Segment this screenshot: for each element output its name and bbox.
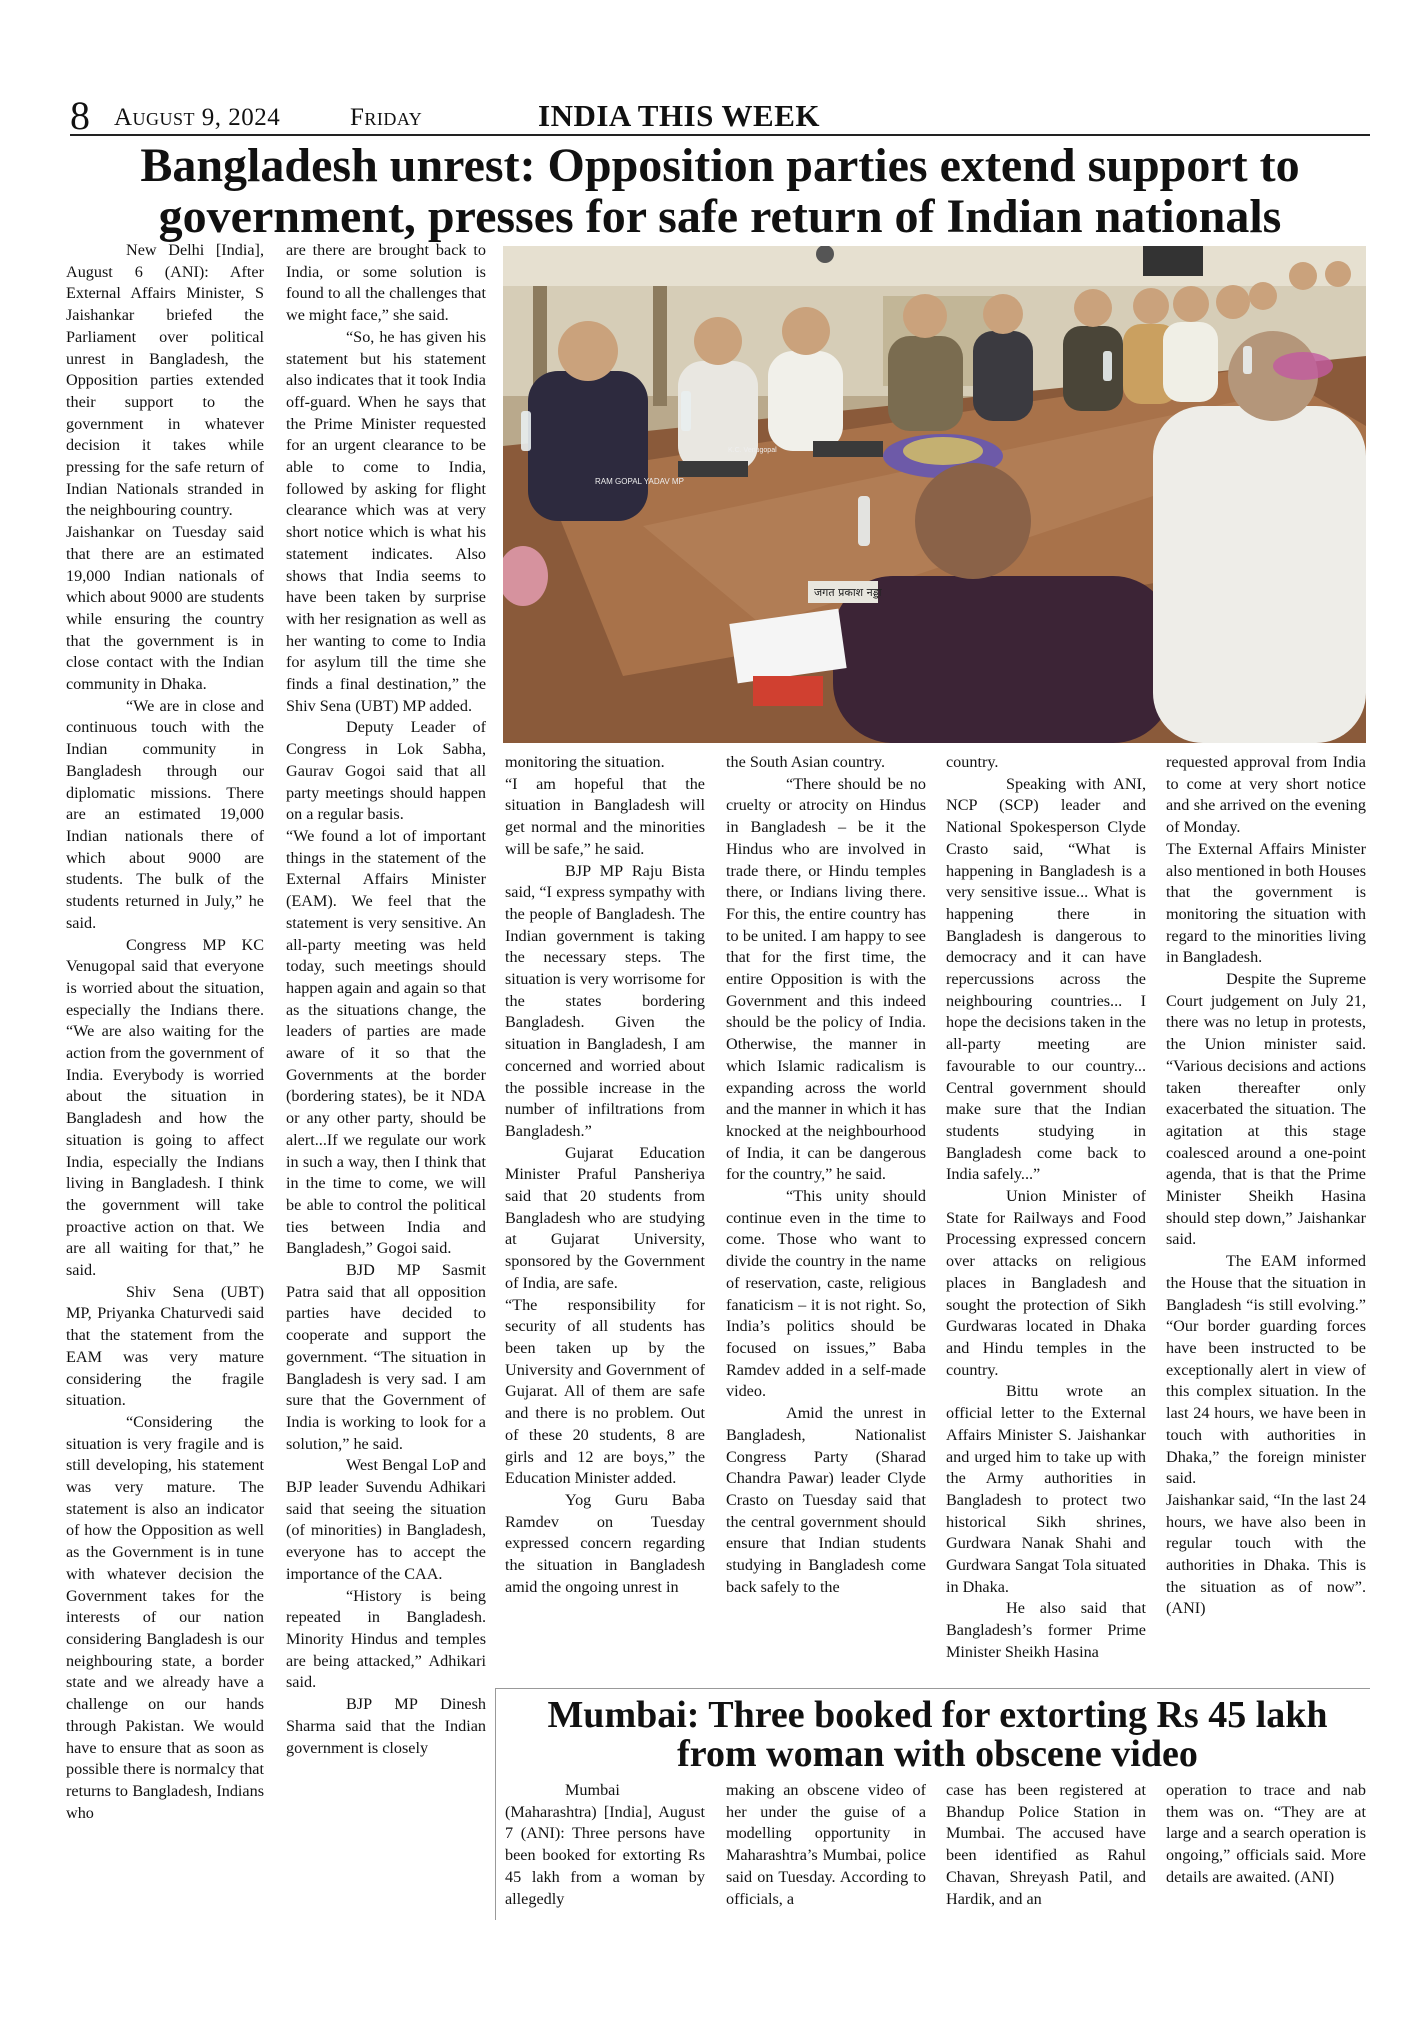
paragraph: Jaishankar on Tuesday said that there are an estimated 19,000 Indian nationals of which about 9000 are students while ensuring the country that the government is in close contact with the Indian community in Dhaka.: [66, 523, 264, 694]
paragraph: West Bengal LoP and BJP leader Suvendu Adhikari said that seeing the situation (of minorities) in Bangladesh, everyone has to accept the importance of the CAA.: [286, 1456, 486, 1583]
paragraph: Jaishankar said, “In the last 24 hours, we have also been in regular touch with the authorities in Dhaka. This is the situation as of now”. (ANI): [1166, 1490, 1366, 1618]
paragraph: Despite the Supreme Court judgement on July 21, there was no letup in protests, the Union minister said. “Various decisions and actions taken thereafter only exacerbated the situation. The agitation at this stage coalesced around a one-point agenda, that is that the Prime Minister Sheikh Hasina should step down,” Jaishankar said.: [1166, 970, 1366, 1249]
placard-nadda: जगत प्रकाश नड्डा: [814, 586, 882, 599]
article-headline: Bangladesh unrest: Opposition parties extend support to government, presses for safe return of Indian nationals: [140, 139, 1300, 243]
article-column-2: [286, 240, 486, 1910]
paragraph: Speaking with ANI, NCP (SCP) leader and National Spokesperson Clyde Crasto said, “What is happening in Bangladesh is a very sensitive issue... What is happening there in Bangladesh is dangerous to democracy and it can have repercussions across the neighbouring countries... I hope the decisions taken in the all-party meeting are favourable to our country... Central government should make sure that the Indian students studying in Bangladesh come back to India safely...”: [946, 774, 1146, 1184]
second-article-column-2: [726, 1780, 926, 1915]
paragraph: “The responsibility for security of all students has been taken up by the University and Government of Gujarat. All of them are safe and there is no problem. Out of these 20 students, 8 are girls and 12 are boys,” the Education Minister added.: [505, 1295, 705, 1488]
second-article-column-4: [1166, 1780, 1366, 1915]
article-column-1: [66, 240, 264, 1910]
paragraph: Yog Guru Baba Ramdev on Tuesday expressed concern regarding the situation in Bangladesh amid the ongoing unrest in: [505, 1490, 705, 1596]
paragraph: Bittu wrote an official letter to the External Affairs Minister S. Jaishankar and urged him to take up with the Army authorities in Bangladesh to protect two historical Sikh shrines, Gurdwara Nanak Shahi and Gurdwara Sangat Tola situated in Dhaka.: [946, 1382, 1146, 1596]
paragraph: are there are brought back to India, or some solution is found to all the challenges that we might face,” she said.: [286, 241, 486, 325]
paragraph: Mumbai (Maharashtra) [India], August 7 (ANI): Three persons have been booked for extorting Rs 45 lakh from a woman by allegedly: [505, 1781, 705, 1908]
paragraph: Union Minister of State for Railways and Food Processing expressed concern over attacks on religious places in Bangladesh and sought the protection of Sikh Gurdwaras located in Dhaka and Hindu temples in the country.: [946, 1187, 1146, 1379]
placard-ram-gopal: RAM GOPAL YADAV MP: [595, 477, 684, 486]
paragraph: the South Asian country.: [726, 753, 886, 771]
paragraph: “History is being repeated in Bangladesh. Minority Hindus and temples are being attacked,” Adhikari said.: [286, 1586, 486, 1692]
paragraph: monitoring the situation.: [505, 753, 665, 771]
paragraph: New Delhi [India], August 6 (ANI): After External Affairs Minister, S Jaishankar briefed the Parliament over political unrest in Bangladesh, the Opposition parties extended their support to the government in whatever decision it takes while pressing for the safe return of Indian Nationals stranded in the neighbouring country.: [66, 241, 264, 520]
paragraph: Congress MP KC Venugopal said that everyone is worried about the situation, especially the Indians there. “We are also waiting for the action from the government of India. Everybody is worried about the situation in Bangladesh and how the situation is going to affect India, especially the Indians living in Bangladesh. I think the government will take proactive action on that. We are all waiting for that,” he said.: [66, 935, 264, 1280]
article-column-5: [946, 752, 1146, 1682]
paragraph: “We are in close and continuous touch with the Indian community in Bangladesh through our diplomatic missions. There are an estimated 19,000 Indian nationals there of which about 9000 are students. The bulk of the students returned in July,” he said.: [66, 696, 264, 932]
paragraph: “So, he has given his statement but his statement also indicates that it took India off-guard. When he says that the Prime Minister requested for an urgent clearance to be able to come to India, followed by asking for flight clearance which was at very short notice which is what his statement indicates. Also shows that India seems to have been taken by surprise with her resignation as well as her wanting to come to India for asylum till the time she finds a final destination,” the Shiv Sena (UBT) MP added.: [286, 327, 486, 715]
paper-name: INDIA THIS WEEK: [538, 98, 821, 133]
paragraph: requested approval from India to come at very short notice and she arrived on the evening of Monday.: [1166, 753, 1366, 837]
second-article-headline: Mumbai: Three booked for extorting Rs 45 lakh from woman with obscene video: [547, 1694, 1328, 1775]
paragraph: BJP MP Raju Bista said, “I express sympathy with the people of Bangladesh. The Indian government is taking the necessary steps. The situation is very worrisome for the states bordering Bangladesh. Given the situation in Bangladesh, I am concerned and worried about the possible increase in the number of infiltrations from Bangladesh.”: [505, 861, 705, 1140]
paragraph: Gujarat Education Minister Praful Pansheriya said that 20 students from Bangladesh who are studying at Gujarat University, sponsored by the Government of India, are safe.: [505, 1143, 705, 1292]
paragraph: “Considering the situation is very fragile and is still developing, his statement was very mature. The statement is also an indicator of how the Opposition as well as the Government is in tune with whatever decision the Government takes for the interests of our nation considering Bangladesh is our neighbouring state, a border state and we already have a challenge on our hands through Pakistan. We would have to ensure that as soon as possible there is normalcy that returns to Bangladesh, Indians who: [66, 1412, 264, 1822]
paragraph: BJD MP Sasmit Patra said that all opposition parties have decided to cooperate and support the government. “The situation in Bangladesh is very sad. I am sure that the Government of India is working to look for a solution,” he said.: [286, 1261, 486, 1453]
second-article-column-1: [505, 1780, 705, 1915]
section-divider: [495, 1688, 1370, 1689]
paragraph: BJP MP Dinesh Sharma said that the Indian government is closely: [286, 1695, 486, 1757]
paragraph: The External Affairs Minister also mentioned in both Houses that the government is monitoring the situation with regard to the minorities living in Bangladesh.: [1166, 839, 1366, 967]
paragraph: “We found a lot of important things in the statement of the External Affairs Minister (EAM). We feel that the statement is very sensitive. An all-party meeting was held today, such meetings should happen again and again so that as the situations change, the leaders of parties are made aware of it so that the Governments at the border (bordering states), be it NDA or any other party, should be alert...If we regulate our work in such a way, then I think that in the time to come, we will be able to control the political ties between India and Bangladesh,” Gogoi said.: [286, 826, 486, 1258]
paragraph: Shiv Sena (UBT) MP, Priyanka Chaturvedi said that the statement from the EAM was very mature considering the fragile situation.: [66, 1282, 264, 1410]
meeting-photo: [503, 246, 1366, 743]
paragraph: “There should be no cruelty or atrocity on Hindus in Bangladesh – be it the Hindus who are involved in trade there, or Hindu temples there, or Indians living there. For this, the entire country has to be united. I am happy to see that for the first time, the entire Opposition is with the Government and this indeed should be the policy of India. Otherwise, the manner in which Islamic radicalism is expanding across the world and the manner in which it has knocked at the neighbourhood of India, it can be dangerous for the country,” he said.: [726, 774, 926, 1184]
paragraph: Amid the unrest in Bangladesh, Nationalist Congress Party (Sharad Chandra Pawar) leader Clyde Crasto on Tuesday said that the central government should ensure that Indian students studying in Bangladesh come back safely to the: [726, 1404, 926, 1596]
second-article-column-3: [946, 1780, 1146, 1915]
paragraph: making an obscene video of her under the guise of a modelling opportunity in Maharashtra’s Mumbai, police said on Tuesday. According to officials, a: [726, 1781, 926, 1908]
article-column-6: [1166, 752, 1366, 1682]
paragraph: country.: [946, 753, 999, 771]
masthead: [70, 93, 1370, 138]
issue-day: Friday: [350, 104, 423, 131]
paragraph: The EAM informed the House that the situation in Bangladesh “is still evolving.” “Our border guarding forces have been instructed to be exceptionally alert in view of this complex situation. In the last 24 hours, we have been in touch with authorities in Dhaka,” the foreign minister said.: [1166, 1252, 1366, 1488]
paragraph: He also said that Bangladesh’s former Prime Minister Sheikh Hasina: [946, 1599, 1146, 1661]
article-column-4: [726, 752, 926, 1682]
page-number: 8: [70, 93, 90, 138]
paragraph: operation to trace and nab them was on. “They are at large and a search operation is ongoing,” officials said. More details are awaited. (ANI): [1166, 1781, 1366, 1886]
paragraph: “I am hopeful that the situation in Bangladesh will get normal and the minorities will be safe,” he said.: [505, 774, 705, 858]
issue-date: August 9, 2024: [114, 104, 281, 131]
column-divider: [495, 1688, 496, 1920]
placard-venugopal: K.C. Venugopal: [728, 447, 777, 454]
paragraph: “This unity should continue even in the time to come. Those who want to divide the country in the name of reservation, caste, religious fanaticism – it is not right. So, India’s politics should be focused on issues,” Baba Ramdev added in a self-made video.: [726, 1187, 926, 1401]
paragraph: Deputy Leader of Congress in Lok Sabha, Gaurav Gogoi said that all party meetings should happen on a regular basis.: [286, 718, 486, 824]
paragraph: case has been registered at Bhandup Police Station in Mumbai. The accused have been identified as Rahul Chavan, Shreyash Patil, and Hardik, and an: [946, 1781, 1146, 1908]
